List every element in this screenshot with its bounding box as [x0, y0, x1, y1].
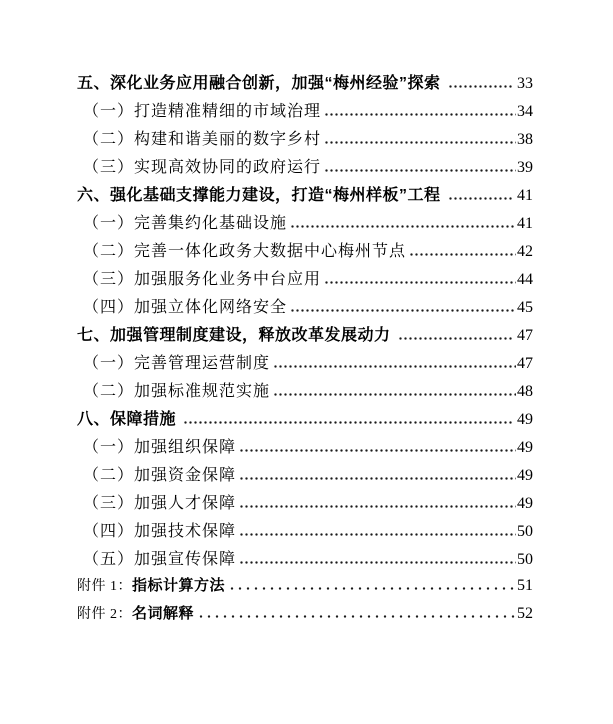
- toc-entry-label: （三）加强人才保障: [83, 495, 237, 512]
- toc-entry-label: 八、保障措施: [77, 411, 177, 428]
- toc-entry-prefix: 附件 2：: [77, 607, 132, 622]
- toc-entry[interactable]: [77, 574, 533, 602]
- toc-entry-label: （一）打造精准精细的市域治理: [83, 103, 322, 120]
- toc-page-number: 45: [517, 299, 533, 316]
- toc-entry[interactable]: [77, 406, 533, 434]
- toc-page-number: 48: [517, 383, 533, 400]
- toc-dot-leader: [409, 253, 516, 256]
- toc-dot-leader: [398, 337, 512, 340]
- toc-entry[interactable]: [77, 518, 533, 546]
- toc-dot-leader: [324, 141, 516, 144]
- toc-page-number: 47: [517, 327, 533, 344]
- toc-page-number: 49: [517, 495, 533, 512]
- table-of-contents: [77, 70, 533, 630]
- toc-dot-leader: [228, 587, 517, 590]
- toc-entry-label: 五、深化业务应用融合创新，加强“梅州经验”探索: [77, 75, 441, 92]
- toc-entry[interactable]: [77, 154, 533, 182]
- toc-dot-leader: [290, 309, 516, 312]
- toc-page-number: 49: [517, 411, 533, 428]
- toc-entry[interactable]: [77, 98, 533, 126]
- toc-entry[interactable]: [77, 126, 533, 154]
- toc-page-number: 49: [517, 439, 533, 456]
- toc-entry[interactable]: [77, 434, 533, 462]
- toc-dot-leader: [197, 615, 517, 618]
- toc-dot-leader: [239, 561, 516, 564]
- toc-page-number: 41: [517, 187, 533, 204]
- toc-entry[interactable]: [77, 546, 533, 574]
- toc-entry[interactable]: [77, 266, 533, 294]
- toc-entry[interactable]: [77, 350, 533, 378]
- toc-entry[interactable]: [77, 462, 533, 490]
- toc-page-number: 44: [517, 271, 533, 288]
- toc-dot-leader: [324, 113, 516, 116]
- toc-entry[interactable]: [77, 602, 533, 630]
- toc-entry-label: （一）完善管理运营制度: [83, 355, 271, 372]
- toc-entry-label: （一）加强组织保障: [83, 439, 237, 456]
- toc-dot-leader: [290, 225, 516, 228]
- toc-dot-leader: [448, 85, 512, 88]
- toc-entry[interactable]: [77, 322, 533, 350]
- toc-dot-leader: [239, 533, 516, 536]
- toc-page-number: 52: [517, 605, 533, 622]
- toc-entry-label: （三）实现高效协同的政府运行: [83, 159, 322, 176]
- toc-entry-label: 六、强化基础支撑能力建设，打造“梅州样板”工程: [77, 187, 441, 204]
- toc-page-number: 33: [517, 75, 533, 92]
- toc-entry[interactable]: [77, 490, 533, 518]
- toc-entry-label: （二）完善一体化政务大数据中心梅州节点: [83, 243, 407, 260]
- toc-entry-prefix: 附件 1：: [77, 579, 132, 594]
- toc-dot-leader: [183, 421, 512, 424]
- toc-entry-label: （二）构建和谐美丽的数字乡村: [83, 131, 322, 148]
- toc-entry-label: （五）加强宣传保障: [83, 551, 237, 568]
- toc-entry[interactable]: [77, 294, 533, 322]
- toc-entry-label: （一）完善集约化基础设施: [83, 215, 288, 232]
- toc-page-number: 38: [517, 131, 533, 148]
- toc-dot-leader: [239, 449, 516, 452]
- toc-page-number: 47: [517, 355, 533, 372]
- toc-entry[interactable]: [77, 210, 533, 238]
- toc-entry-label: 七、加强管理制度建设，释放改革发展动力: [77, 327, 391, 344]
- toc-entry-label: （二）加强标准规范实施: [83, 383, 271, 400]
- toc-page-number: 41: [517, 215, 533, 232]
- toc-dot-leader: [273, 365, 516, 368]
- toc-page-number: 34: [517, 103, 533, 120]
- toc-dot-leader: [239, 477, 516, 480]
- toc-page-number: 51: [517, 577, 533, 594]
- toc-entry-label: （四）加强立体化网络安全: [83, 299, 288, 316]
- toc-entry-label: 指标计算方法: [132, 577, 226, 594]
- toc-dot-leader: [324, 169, 516, 172]
- toc-entry-label: 名词解释: [132, 605, 195, 622]
- toc-entry[interactable]: [77, 70, 533, 98]
- toc-page-number: 50: [517, 523, 533, 540]
- toc-page-number: 50: [517, 551, 533, 568]
- toc-page-number: 42: [517, 243, 533, 260]
- toc-entry-label: （四）加强技术保障: [83, 523, 237, 540]
- toc-entry-label: （二）加强资金保障: [83, 467, 237, 484]
- toc-page-number: 49: [517, 467, 533, 484]
- toc-entry-label: （三）加强服务化业务中台应用: [83, 271, 322, 288]
- toc-dot-leader: [273, 393, 516, 396]
- toc-dot-leader: [448, 197, 512, 200]
- toc-entry[interactable]: [77, 378, 533, 406]
- toc-entry[interactable]: [77, 238, 533, 266]
- toc-dot-leader: [239, 505, 516, 508]
- toc-dot-leader: [324, 281, 516, 284]
- toc-entry[interactable]: [77, 182, 533, 210]
- toc-page-number: 39: [517, 159, 533, 176]
